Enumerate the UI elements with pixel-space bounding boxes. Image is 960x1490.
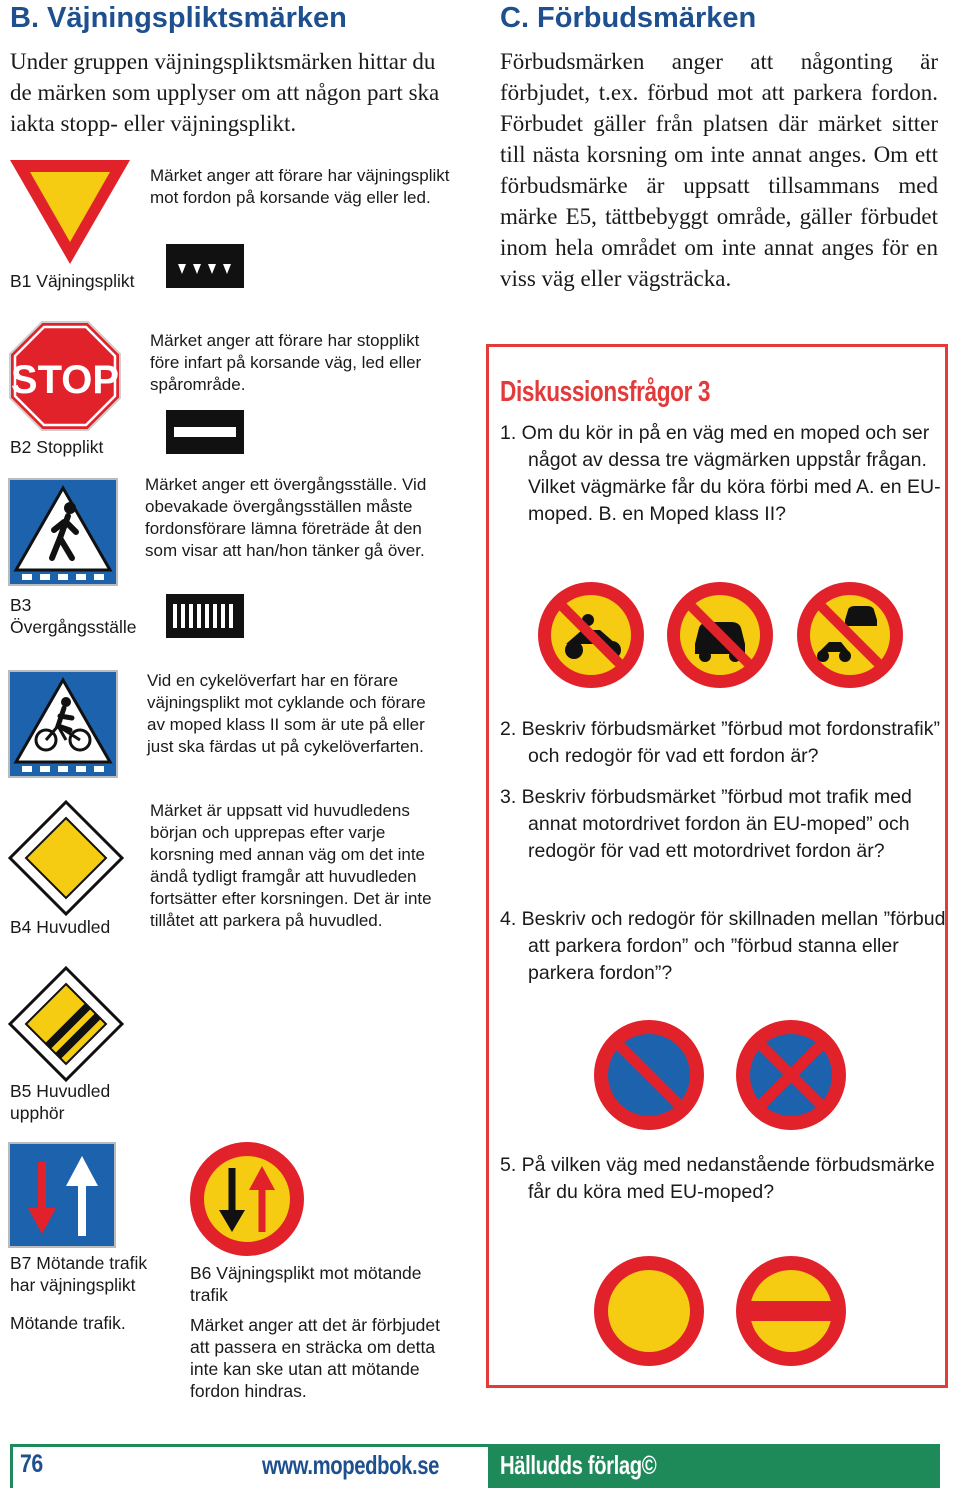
b1-label: B1 Väjningsplikt bbox=[10, 271, 135, 291]
b5-label: B5 Huvudled upphör bbox=[10, 1081, 111, 1123]
no-car-and-moped-sign-icon bbox=[795, 580, 905, 690]
no-vehicles-sign-icon bbox=[592, 1254, 706, 1368]
discussion-title: Diskussionsfrågor 3 bbox=[500, 376, 711, 408]
pedestrian-crossing-sign-icon bbox=[8, 478, 118, 586]
yield-line-plate-icon bbox=[166, 244, 244, 288]
b7-label: B7 Mötande trafik har väjningsplikt bbox=[10, 1253, 148, 1295]
b2-description: Märket anger att förare har stopplikt före infart på korsande väg, led eller spårområde. bbox=[150, 331, 422, 394]
question-3: 3. Beskriv förbudsmärket ”förbud mot trafik med annat motordrivet fordon än EU-moped” och redogör för vad ett motordrivet fordon är? bbox=[500, 786, 912, 862]
no-motorcycles-sign-icon bbox=[536, 580, 646, 690]
oncoming-traffic-sign-icon bbox=[8, 1142, 116, 1248]
page-number: 76 bbox=[20, 1450, 43, 1478]
question-1: 1. Om du kör in på en väg med en moped och ser något av dessa tre vägmärken uppstår frågan. Vilket vägmärke får du köra förbi med A. en EU-moped. B. en Moped klass II? bbox=[500, 422, 941, 525]
section-c-intro: Förbudsmärken anger att någonting är förbjudet, t.ex. förbud mot att parkera fordon. Förbudet gäller från platsen där märket sitter till nästa korsning om inte annat anges. Om ett förbudsmärke är uppsatt tillsammans med märke E5, tättbebyggt område, gäller förbudet inom hela området om inte annat anges för en viss väg eller vägsträcka. bbox=[500, 49, 938, 291]
publisher-name: Hälludds förlag© bbox=[500, 1450, 657, 1480]
no-stopping-sign-icon bbox=[734, 1018, 848, 1132]
section-c-title: C. Förbudsmärken bbox=[500, 2, 757, 34]
b6-description: Märket anger att det är förbjudet att passera en sträcka om detta inte kan ske utan att mötande fordon hindras. bbox=[190, 1315, 440, 1401]
b7-description: Mötande trafik. bbox=[10, 1313, 126, 1333]
b4-label: B4 Huvudled bbox=[10, 917, 111, 937]
no-motor-vehicles-sign-icon bbox=[665, 580, 775, 690]
main-road-sign-icon bbox=[8, 800, 124, 916]
website-link[interactable]: www.mopedbok.se bbox=[262, 1450, 440, 1480]
b2-label: B2 Stopplikt bbox=[10, 437, 104, 457]
yield-sign-icon bbox=[8, 158, 132, 266]
question-4: 4. Beskriv och redogör för skillnaden mellan ”förbud att parkera fordon” och ”förbud stanna eller parkera fordon”? bbox=[500, 908, 946, 984]
b3-label: B3 Övergångsställe bbox=[10, 595, 137, 637]
no-parking-sign-icon bbox=[592, 1018, 706, 1132]
b3-description: Märket anger ett övergångsställe. Vid obevakade övergångsställen måste fordonsförare lämna företräde åt den som visar att han/hon tänker gå över. bbox=[145, 475, 427, 560]
b6-label: B6 Väjningsplikt mot mötande trafik bbox=[190, 1263, 422, 1305]
b4-description: Märket är uppsatt vid huvudledens början och upprepas efter varje korsning med annan väg om det inte ändå tydligt framgår att huvudleden fortsätter efter korsningen. Det är inte tillåtet att parkera på huvudled. bbox=[150, 801, 432, 930]
question-2: 2. Beskriv förbudsmärket ”förbud mot fordonstrafik” och redogör för vad ett fordon är? bbox=[500, 718, 940, 767]
b1-description: Märket anger att förare har väjningsplikt mot fordon på korsande väg eller led. bbox=[150, 166, 450, 207]
section-b-intro: Under gruppen väjningspliktsmärken hittar du de märken som upplyser om att någon part ska iakta stopp- eller väjningsplikt. bbox=[10, 49, 440, 136]
question-5: 5. På vilken väg med nedanstående förbudsmärke får du köra med EU-moped? bbox=[500, 1154, 935, 1203]
section-b-title: B. Väjningspliktsmärken bbox=[10, 2, 347, 34]
zebra-plate-icon bbox=[166, 594, 244, 638]
stop-sign-icon bbox=[8, 320, 122, 432]
no-entry-sign-icon bbox=[734, 1254, 848, 1368]
main-road-ends-sign-icon bbox=[8, 966, 124, 1082]
stop-sign-text: STOP bbox=[10, 358, 120, 402]
cycle-crossing-description: Vid en cykelöverfart har en förare väjningsplikt mot cyklande och förare av moped klass II som är ute på eller just ska färdas ut på cykelöverfarten. bbox=[147, 671, 426, 756]
stop-line-plate-icon bbox=[166, 410, 244, 454]
cycle-crossing-sign-icon bbox=[8, 670, 118, 778]
yield-oncoming-sign-icon bbox=[188, 1140, 306, 1258]
